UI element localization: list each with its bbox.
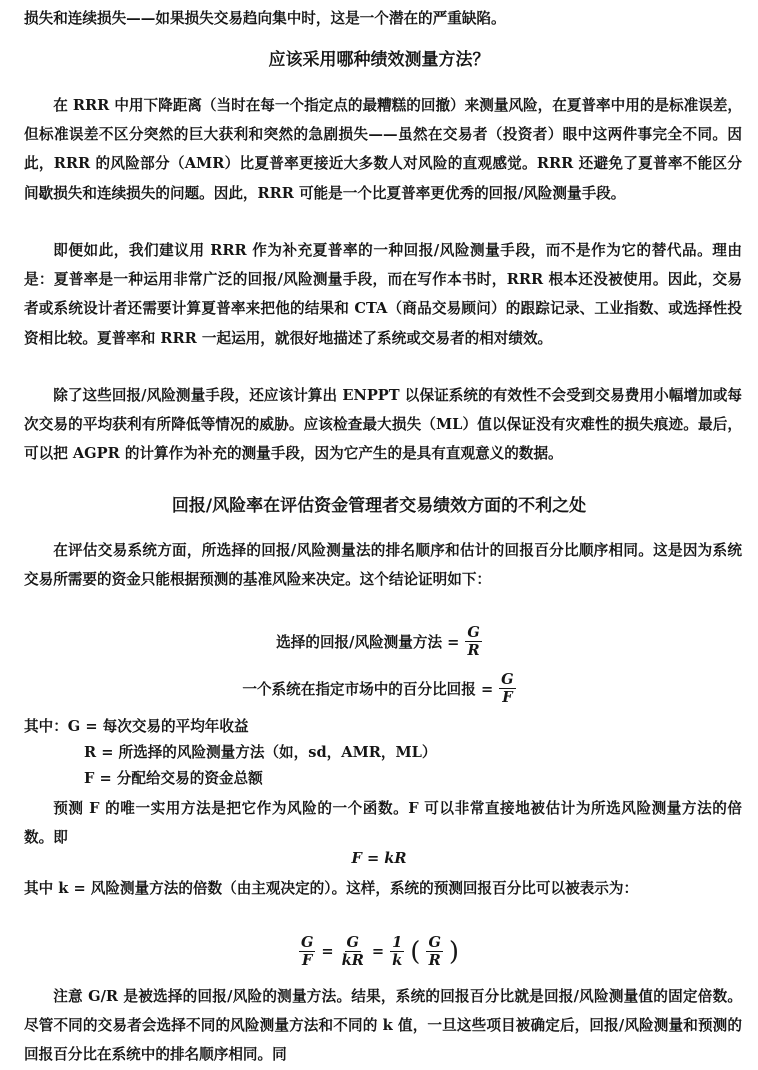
paragraph-note-g-over-r: 注意 G/R 是被选择的回报/风险的测量方法。结果，系统的回报百分比就是回报/风险测量值的固定倍数。尽管不同的交易者会选择不同的风险测量方法和不同的 k 值，一旦这些项目被确定后，回报/风险测量和预测的回报百分比在系统中的排名顺序相同。同 [24, 988, 742, 1064]
equation-label: 一个系统在指定市场中的百分比回报 = [242, 681, 494, 698]
fraction-g-over-r: $\frac{G}{R}$ [467, 624, 480, 659]
definition-f: F = 分配给交易的资金总额 [84, 770, 263, 787]
paragraph-rrr-vs-sharpe: 在 RRR 中用下降距离（当时在每一个指定点的最糟糕的回撤）来测量风险，在夏普率中用的是标准误差，但标准误差不区分突然的巨大获利和突然的急剧损失——虽然在交易者（投资者）眼中这两件事完全不同。因此，RRR 的风险部分（AMR）比夏普率更接近大多数人对风险的直观感觉。RRR 还避免了夏普率不能区分间歇损失和连续损失的问题。因此，RRR 可能是一个比夏普率更优秀的回报/风险测量手段。 [24, 97, 742, 202]
paragraph-k-multiple: 其中 k = 风险测量方法的倍数（由主观决定的）。这样，系统的预测回报百分比可以被表示为： [24, 880, 639, 897]
paragraph-enppt-ml-agpr: 除了这些回报/风险测量手段，还应该计算出 ENPPT 以保证系统的有效性不会受到交易费用小幅增加或每次交易的平均获利有所降低等情况的威胁。应该检查最大损失（ML）值以保证没有灾难性的损失痕迹。最后，可以把 AGPR 的计算作为补充的测量手段，因为它产生的是具有直观意义的数据。 [24, 387, 742, 463]
where-prefix: 其中： [24, 718, 68, 735]
equation-percent-return [0, 671, 758, 706]
equation-label: 选择的回报/风险测量方法 = [276, 634, 460, 651]
fraction-one-over-k: $\frac{1}{k}$ [392, 934, 403, 969]
paragraph-ranking-order: 在评估交易系统方面，所选择的回报/风险测量法的排名顺序和估计的回报百分比顺序相同。这是因为系统交易所需要的资金只能根据预测的基准风险来决定。这个结论证明如下： [24, 542, 742, 589]
paragraph-complement-sharpe: 即便如此，我们建议用 RRR 作为补充夏普率的一种回报/风险测量手段，而不是作为它的替代品。理由是：夏普率是一种运用非常广泛的回报/风险测量手段，而在写作本书时，RRR 根本还没被使用。因此，交易者或系统设计者还需要计算夏普率来把他的结果和 CTA（商品交易顾问）的跟踪记录、工业指数、或选择性投资相比较。夏普率和 RRR 一起运用，就很好地描述了系统或交易者的相对绩效。 [24, 242, 742, 347]
fraction-g-over-f: $\frac{G}{F}$ [501, 671, 514, 706]
definition-g-line [24, 715, 249, 739]
definition-r: R = 所选择的风险测量方法（如，sd，AMR，ML） [84, 744, 437, 761]
section-heading-disadvantages: 回报/风险率在评估资金管理者交易绩效方面的不利之处 [171, 496, 587, 516]
equation-f-equals-kr: F = kR [351, 850, 407, 867]
fraction-g-over-kr: $\frac{G}{kR}$ [341, 934, 364, 969]
fraction-g-over-f: $\frac{G}{F}$ [300, 934, 314, 969]
equation-selected-measure [0, 624, 758, 659]
section-heading-which-method: 应该采用哪种绩效测量方法？ [268, 50, 490, 70]
fraction-g-over-r: $\frac{G}{R}$ [428, 934, 441, 969]
definition-g: G = 每次交易的平均年收益 [67, 718, 249, 735]
continued-text-line: 损失和连续损失——如果损失交易趋向集中时，这是一个潜在的严重缺陷。 [24, 10, 506, 27]
equation-return-chain: $\frac{G}{F}$ = $\frac{G}{kR}$ = $\frac{1}{k}$ ( $\frac{G}{R}$ ) [300, 934, 460, 969]
paragraph-predict-f: 预测 F 的唯一实用方法是把它作为风险的一个函数。F 可以非常直接地被估计为所选风险测量方法的倍数。即 [24, 800, 742, 847]
